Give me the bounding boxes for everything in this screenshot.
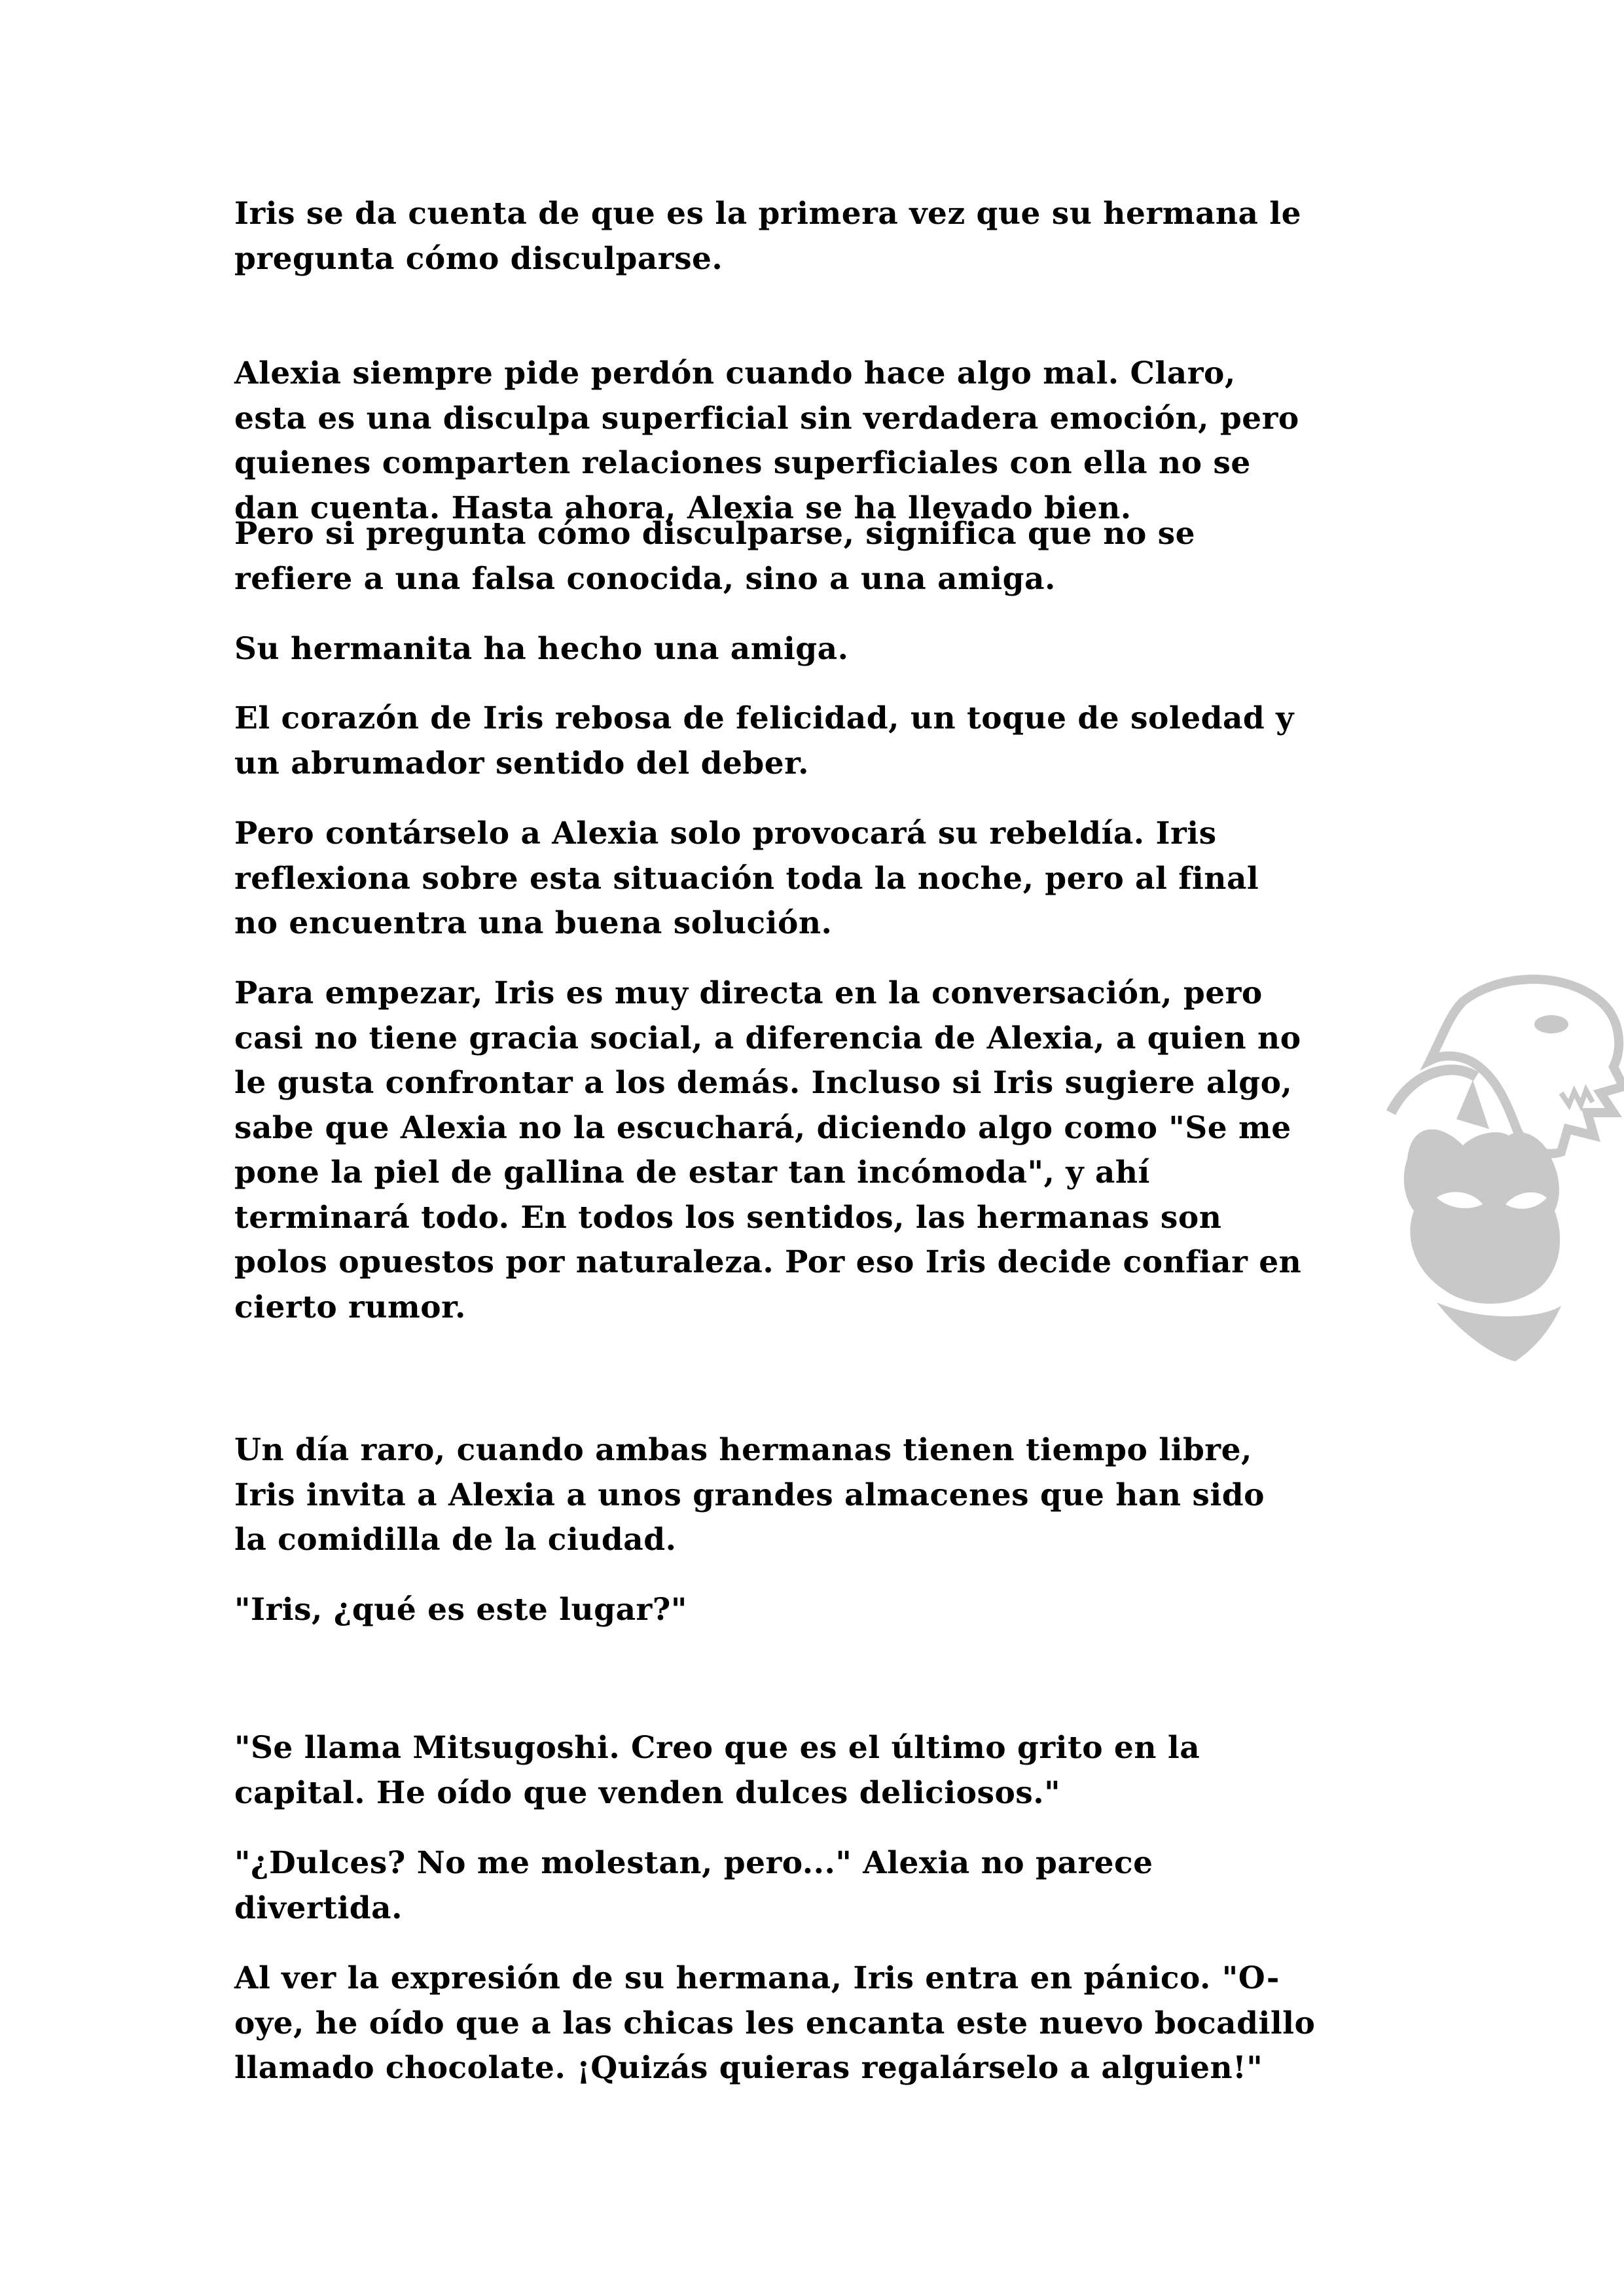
paragraph-4: Su hermanita ha hecho una amiga.: [234, 631, 849, 667]
paragraph-12: Al ver la expresión de su hermana, Iris entra en pánico. "O- oye, he oído que a las chicas les encanta este nuevo bocadillo llamado chocolate. ¡Quizás quieras regalárselo a alguien!": [234, 1960, 1316, 2086]
paragraph-9: "Iris, ¿qué es este lugar?": [234, 1592, 687, 1628]
paragraph-11: "¿Dulces? No me molestan, pero..." Alexia no parece divertida.: [234, 1845, 1153, 1926]
paragraph-5: El corazón de Iris rebosa de felicidad, un toque de soledad y un abrumador sentido del deber.: [234, 700, 1294, 781]
paragraph-2: Alexia siempre pide perdón cuando hace algo mal. Claro, esta es una disculpa superficial sin verdadera emoción, pero quienes comparten relaciones superficiales con ella no se dan cuenta. Hasta ahora, Alexia se ha llevado bien.: [234, 355, 1299, 526]
paragraph-1: Iris se da cuenta de que es la primera vez que su hermana le pregunta cómo disculparse.: [234, 196, 1302, 277]
paragraph-8: Un día raro, cuando ambas hermanas tienen tiempo libre, Iris invita a Alexia a unos grandes almacenes que han sido la comidilla de la ciudad.: [234, 1432, 1265, 1558]
paragraph-6: Pero contárselo a Alexia solo provocará su rebeldía. Iris reflexiona sobre esta situación toda la noche, pero al final no encuentra una buena solución.: [234, 816, 1259, 941]
paragraph-3: Pero si pregunta cómo disculparse, significa que no se refiere a una falsa conocida, sino a una amiga.: [234, 516, 1196, 597]
paragraph-10: "Se llama Mitsugoshi. Creo que es el último grito en la capital. He oído que venden dulces deliciosos.": [234, 1730, 1200, 1811]
paragraph-7: Para empezar, Iris es muy directa en la conversación, pero casi no tiene gracia social, a diferencia de Alexia, a quien no le gusta confrontar a los demás. Incluso si Iris sugiere algo, sabe que Alexia no la escuchará, diciendo algo como "Se me pone la piel de gallina de estar tan incómoda", y ahí terminará todo. En todos los sentidos, las hermanas son polos opuestos por naturaleza. Por eso Iris decide confiar en cierto rumor.: [234, 975, 1302, 1325]
dinosaur-ninja-logo-icon: [1365, 962, 1624, 1381]
